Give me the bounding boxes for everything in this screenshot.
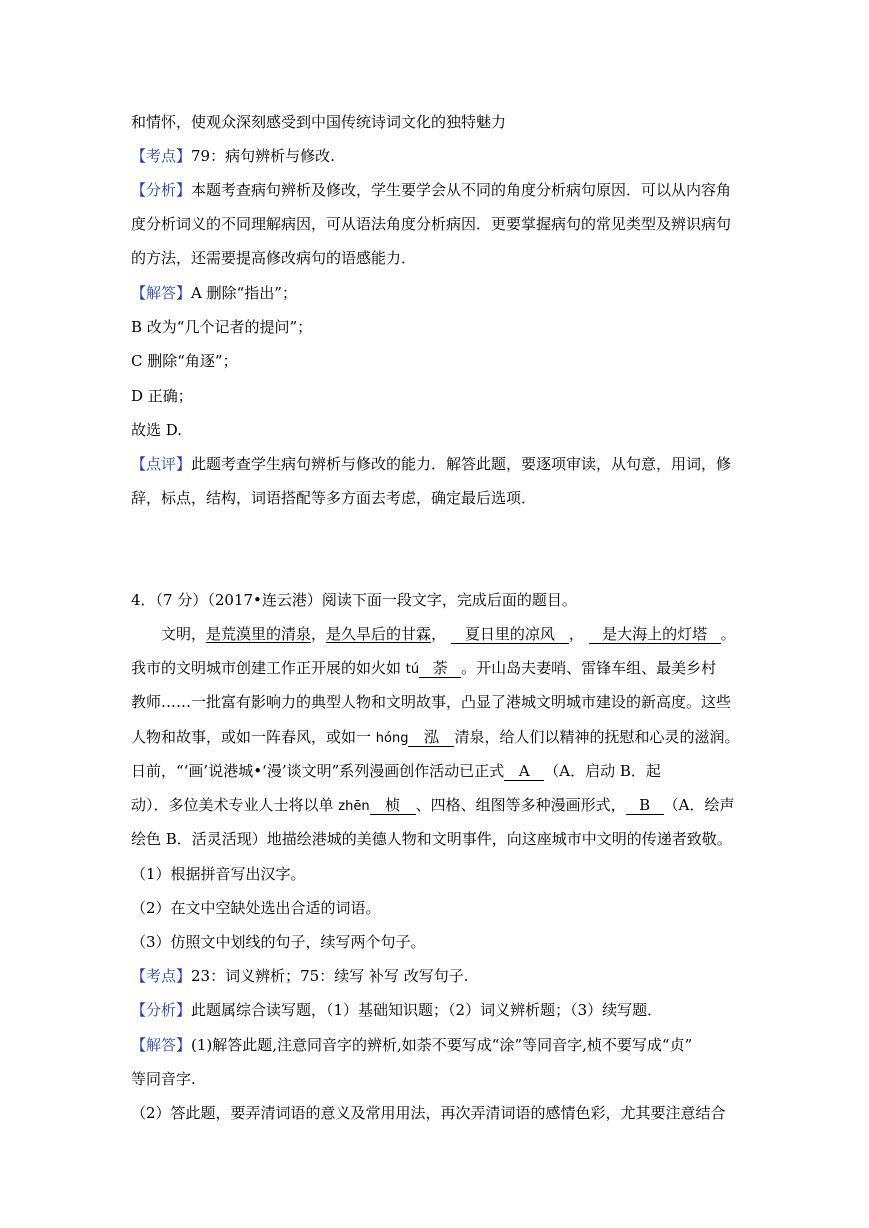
jieda-label: 【解答】	[131, 1036, 192, 1054]
dianping-line: 【点评】此题考查学生病句辨析与修改的能力．解答此题，要逐项审读，从句意，用词，修	[131, 455, 732, 473]
jieda-line: 故选 D.	[131, 421, 183, 439]
underlined-sentence: 是久旱后的甘霖	[326, 625, 432, 643]
jieda-line: C 删除“角逐”；	[131, 352, 238, 370]
underlined-sentence: 是荒漠里的清泉	[206, 625, 312, 643]
passage-line: 人物和故事，或如一阵春风，或如一 hóng 泓 清泉，给人们以精神的抚慰和心灵的滋润。	[131, 728, 740, 746]
jieda-label: 【解答】	[131, 284, 192, 302]
pinyin: hóng	[375, 731, 409, 746]
passage-line: 绘色 B．活灵活现）地描绘港城的美德人物和文明事件，向这座城市中文明的传递者致敬。	[131, 830, 732, 848]
kaodian-label: 【考点】	[131, 967, 192, 985]
dianping-label: 【点评】	[131, 455, 192, 473]
passage-line: 日前，“‘画’说港城•‘漫’谈文明”系列漫画创作活动已正式 A （A．启动 B．起	[131, 762, 661, 780]
passage-line: 动）．多位美术专业人士将以单 zhēn 桢 、四格、组图等多种漫画形式， B （A．绘声	[131, 796, 735, 814]
pinyin: tú	[405, 662, 420, 677]
passage-line: 教师……一批富有影响力的典型人物和文明故事，凸显了港城文明城市建设的新高度。这些	[131, 693, 732, 711]
fenxi-line: 【分析】本题考查病句辨析及修改，学生要学会从不同的角度分析病句原因．可以从内容角	[131, 181, 732, 199]
question-header: 4．（7 分）（2017•连云港）阅读下面一段文字，完成后面的题目。	[131, 591, 577, 609]
answer-blank: A	[504, 762, 544, 781]
jieda-line: （2）答此题，要弄清词语的意义及常用用法，再次弄清词语的感情色彩，尤其要注意结合	[131, 1104, 726, 1122]
pinyin: zhēn	[338, 799, 370, 814]
jieda-line: 等同音字.	[131, 1070, 196, 1088]
answer-blank: 夏日里的凉风	[451, 625, 569, 644]
text-line: 和情怀，使观众深刻感受到中国传统诗词文化的独特魅力	[131, 113, 507, 131]
dianping-line: 辞，标点，结构，词语搭配等多方面去考虑，确定最后选项．	[131, 489, 537, 507]
jieda-line: D 正确；	[131, 387, 193, 405]
passage-line: 我市的文明城市创建工作正开展的如火如 tú 荼 。开山岛夫妻哨、雷锋车组、最美乡村	[131, 659, 717, 677]
kaodian-label: 【考点】	[131, 147, 192, 165]
sub-question: （1）根据拼音写出汉字。	[131, 865, 306, 883]
jieda-line: B 改为“几个记者的提问”；	[131, 318, 313, 336]
sub-question: （2）在文中空缺处选出合适的词语。	[131, 899, 381, 917]
answer-blank: 桢	[370, 796, 416, 815]
fenxi-line: 【分析】此题属综合读写题，（1）基础知识题；（2）词义辨析题；（3）续写题．	[131, 1001, 663, 1019]
fenxi-label: 【分析】	[131, 181, 192, 199]
kaodian-line: 【考点】23：词义辨析；75：续写 补写 改写句子.	[131, 967, 469, 985]
passage-line: 文明，是荒漠里的清泉，是久旱后的甘霖， 夏日里的凉风 ， 是大海上的灯塔 。	[161, 625, 736, 643]
answer-blank: 荼	[419, 659, 461, 678]
fenxi-line: 度分析词义的不同理解病因，可从语法角度分析病因．更要掌握病句的常见类型及辨识病句	[131, 215, 732, 233]
answer-blank: 泓	[408, 728, 454, 747]
answer-blank: B	[626, 796, 664, 815]
answer-blank: 是大海上的灯塔	[589, 625, 721, 644]
fenxi-label: 【分析】	[131, 1001, 192, 1019]
sub-question: （3）仿照文中划线的句子，续写两个句子。	[131, 933, 426, 951]
fenxi-line: 的方法，还需要提高修改病句的语感能力．	[131, 249, 417, 267]
jieda-line: 【解答】(1)解答此题,注意同音字的辨析,如荼不要写成“涂”等同音字,桢不要写成“贞”	[131, 1036, 693, 1054]
kaodian-text: 79：病句辨析与修改.	[191, 147, 335, 165]
jieda-line: 【解答】A 删除“指出”；	[131, 284, 297, 302]
kaodian-line	[131, 145, 741, 167]
